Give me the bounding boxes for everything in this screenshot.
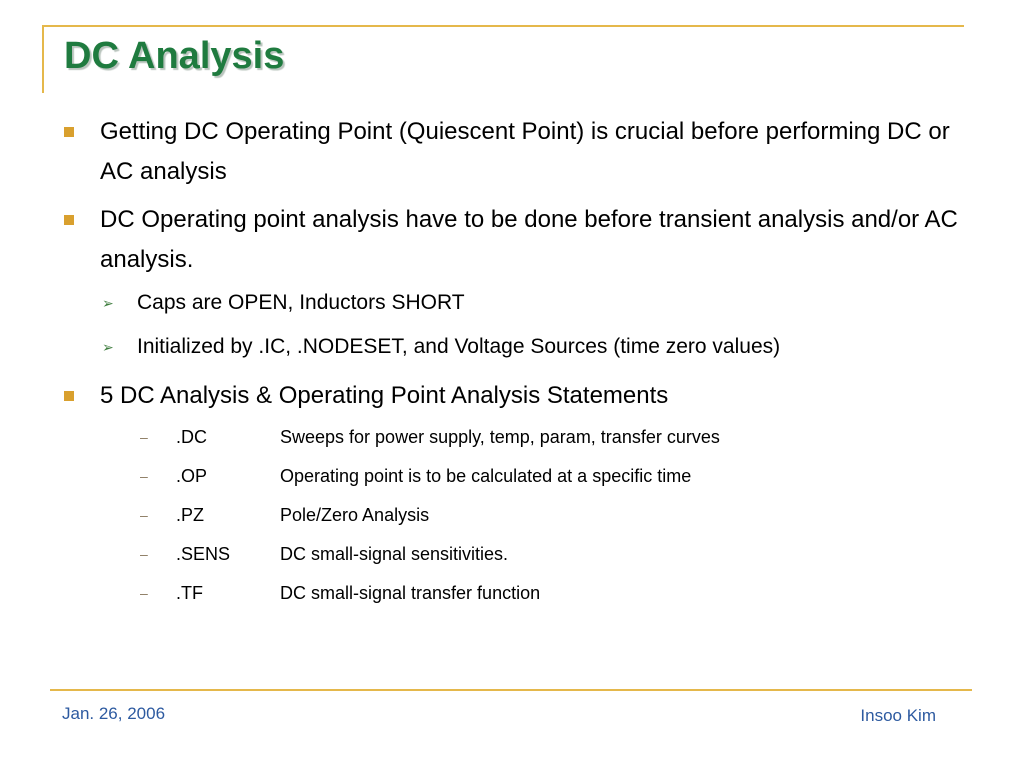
top-divider	[42, 25, 964, 27]
sub-bullet-item	[60, 332, 960, 362]
dash-bullet-icon: –	[140, 468, 148, 484]
arrow-bullet-icon: ➢	[102, 295, 114, 311]
bullet-item	[60, 376, 960, 416]
bullet-text: Getting DC Operating Point (Quiescent Point) is crucial before performing DC or AC analysis	[100, 118, 950, 185]
statement-description: DC small-signal transfer function	[280, 583, 541, 603]
dash-bullet-icon: –	[140, 585, 148, 601]
statement-description: DC small-signal sensitivities.	[280, 544, 509, 564]
square-bullet-icon	[64, 391, 74, 401]
dash-bullet-icon: –	[140, 429, 148, 445]
bullet-text: DC Operating point analysis have to be done before transient analysis and/or AC analysis.	[100, 206, 958, 273]
sub-bullet-item	[60, 288, 960, 318]
slide-title: DC Analysis	[64, 35, 285, 77]
sub-bullet-text: Caps are OPEN, Inductors SHORT	[137, 291, 465, 314]
dash-bullet-icon: –	[140, 546, 148, 562]
footer-date: Jan. 26, 2006	[62, 704, 166, 723]
statement-description: Pole/Zero Analysis	[280, 505, 430, 525]
bullet-text: 5 DC Analysis & Operating Point Analysis Statements	[100, 382, 669, 409]
sub-bullet-text: Initialized by .IC, .NODESET, and Voltage Sources (time zero values)	[137, 335, 781, 358]
bullet-item	[60, 112, 960, 192]
statement-item	[60, 580, 960, 606]
footer-author: Insoo Kim	[860, 706, 936, 725]
statement-item	[60, 463, 960, 489]
bullet-item	[60, 200, 960, 280]
statement-command: .PZ	[176, 505, 205, 525]
arrow-bullet-icon: ➢	[102, 339, 114, 355]
statement-command: .TF	[176, 583, 203, 603]
left-divider	[42, 25, 44, 93]
statement-description: Operating point is to be calculated at a specific time	[280, 466, 692, 486]
statement-command: .SENS	[176, 544, 231, 564]
square-bullet-icon	[64, 215, 74, 225]
slide-body	[60, 112, 960, 619]
footer-divider	[50, 689, 972, 691]
statement-description: Sweeps for power supply, temp, param, transfer curves	[280, 427, 720, 447]
statement-item	[60, 541, 960, 567]
statement-command: .DC	[176, 427, 207, 447]
statement-item	[60, 424, 960, 450]
statement-item	[60, 502, 960, 528]
statement-command: .OP	[176, 466, 208, 486]
square-bullet-icon	[64, 127, 74, 137]
dash-bullet-icon: –	[140, 507, 148, 523]
